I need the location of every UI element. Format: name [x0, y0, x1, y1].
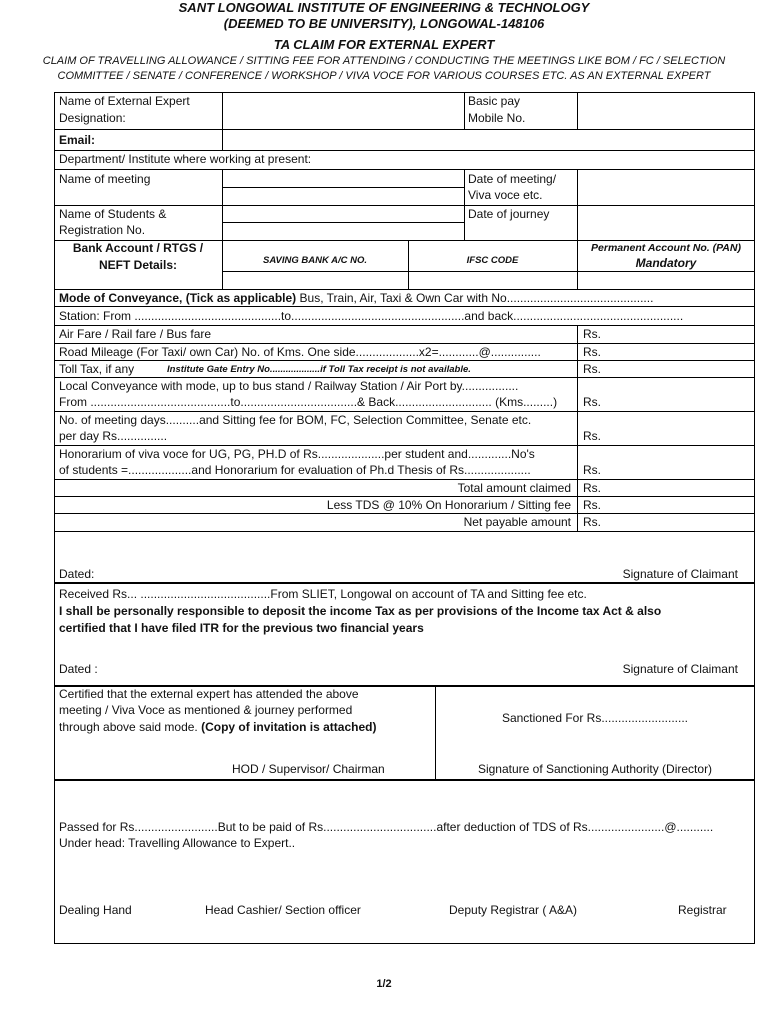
honorarium-1: Honorarium of viva voce for UG, PG, PH.D of Rs....................per student and.............No's [59, 447, 535, 461]
label-department: Department/ Institute where working at present: [59, 152, 312, 166]
passed-line-1: Passed for Rs.........................But to be paid of Rs..................................after deduction of TDS of Rs.......................@........... [59, 820, 714, 834]
label-designation: Designation: [59, 111, 126, 125]
label-date-journey: Date of journey [468, 207, 550, 221]
net-payable-label: Net payable amount [463, 515, 571, 529]
label-pan-mandatory: Mandatory [635, 256, 697, 270]
toll-tax-note: Institute Gate Entry No...................if Toll Tax receipt is not available. [167, 364, 471, 375]
dealing-hand: Dealing Hand [59, 903, 132, 917]
claimant-signature-1: Signature of Claimant [622, 567, 738, 581]
rs-net: Rs. [583, 515, 601, 529]
meeting-days-1: No. of meeting days..........and Sitting fee for BOM, FC, Selection Committee, Senate etc. [59, 413, 532, 427]
certified-line-1: Certified that the external expert has attended the above [59, 687, 359, 701]
certified-line-3: through above said mode. (Copy of invitation is attached) [59, 720, 377, 734]
label-pan: Permanent Account No. (PAN) [591, 242, 741, 254]
label-saving-bank: SAVING BANK A/C NO. [263, 255, 367, 266]
form-subtitle-2: COMMITTEE / SENATE / CONFERENCE / WORKSHOP / VIVA VOCE FOR VARIOUS COURSES ETC. AS AN EXTERNAL EXPERT [57, 70, 711, 82]
rs-less-tds: Rs. [583, 498, 601, 512]
total-claimed-label: Total amount claimed [457, 481, 571, 495]
label-name-expert: Name of External Expert [59, 94, 190, 108]
label-date-meeting-1: Date of meeting/ [468, 172, 557, 186]
deputy-registrar: Deputy Registrar ( A&A) [449, 903, 578, 917]
sanctioned-for: Sanctioned For Rs.......................... [501, 711, 689, 725]
institute-name: SANT LONGOWAL INSTITUTE OF ENGINEERING & TECHNOLOGY [178, 0, 590, 15]
rs-toll-tax: Rs. [583, 362, 601, 376]
passed-block [54, 780, 755, 944]
station-row: Station: From ............................................to....................................................and back................................................... [59, 309, 684, 323]
label-students-1: Name of Students & [59, 207, 167, 221]
conveyance-row: Mode of Conveyance, (Tick as applicable) Bus, Train, Air, Taxi & Own Car with No............................................ [59, 291, 654, 305]
received-line-2: I shall be personally responsible to deposit the income Tax as per provisions of the Income tax Act & also [59, 604, 662, 618]
rs-road-mileage: Rs. [583, 345, 601, 359]
claimant-signature-2: Signature of Claimant [622, 662, 738, 676]
label-name-meeting: Name of meeting [59, 172, 151, 186]
label-bank-2: NEFT Details: [98, 258, 177, 272]
certified-line-2: meeting / Viva Voce as mentioned & journey performed [59, 703, 353, 717]
rs-local-conveyance: Rs. [583, 395, 601, 409]
hod-signature: HOD / Supervisor/ Chairman [232, 762, 385, 776]
received-line-3: certified that I have filed ITR for the previous two financial years [59, 621, 424, 635]
label-ifsc: IFSC CODE [466, 255, 519, 266]
dated-label-1: Dated: [59, 567, 95, 581]
local-conveyance-2: From ..........................................to...................................& Back............................. (Kms.........) [59, 395, 558, 409]
dated-label-2: Dated : [59, 662, 98, 676]
label-bank-1: Bank Account / RTGS / [72, 241, 204, 255]
rs-honorarium: Rs. [583, 463, 601, 477]
received-line-1: Received Rs... .......................................From SLIET, Longowal on account of TA and Sitting fee etc. [59, 587, 587, 601]
toll-tax-label: Toll Tax, if any [59, 362, 135, 376]
rs-total: Rs. [583, 481, 601, 495]
meeting-days-2: per day Rs............... [59, 429, 168, 443]
label-email: Email: [59, 133, 96, 147]
institute-address: (DEEMED TO BE UNIVERSITY), LONGOWAL-148106 [223, 16, 545, 31]
honorarium-2: of students =...................and Honorarium for evaluation of Ph.d Thesis of Rs.................... [59, 463, 531, 477]
form-subtitle-1: CLAIM OF TRAVELLING ALLOWANCE / SITTING FEE FOR ATTENDING / CONDUCTING THE MEETINGS LIKE BOM / FC / SELECTION [42, 55, 726, 67]
label-basic-pay: Basic pay [468, 94, 521, 108]
rs-meeting-days: Rs. [583, 429, 601, 443]
road-mileage-row: Road Mileage (For Taxi/ own Car) No. of Kms. One side...................x2=............@............... [59, 345, 541, 359]
form-title: TA CLAIM FOR EXTERNAL EXPERT [273, 37, 495, 52]
air-fare-row: Air Fare / Rail fare / Bus fare [59, 327, 212, 341]
local-conveyance-1: Local Conveyance with mode, up to bus stand / Railway Station / Air Port by................. [59, 379, 519, 393]
sanctioning-authority: Signature of Sanctioning Authority (Director) [477, 762, 713, 776]
label-mobile: Mobile No. [468, 111, 526, 125]
less-tds-label: Less TDS @ 10% On Honorarium / Sitting fee [326, 498, 571, 512]
registrar: Registrar [678, 903, 727, 917]
passed-line-2: Under head: Travelling Allowance to Expert.. [59, 836, 296, 850]
label-date-meeting-2: Viva voce etc. [468, 188, 543, 202]
page-number: 1/2 [376, 978, 392, 990]
head-cashier: Head Cashier/ Section officer [205, 903, 361, 917]
rs-air-fare: Rs. [583, 327, 601, 341]
label-students-2: Registration No. [59, 223, 146, 237]
